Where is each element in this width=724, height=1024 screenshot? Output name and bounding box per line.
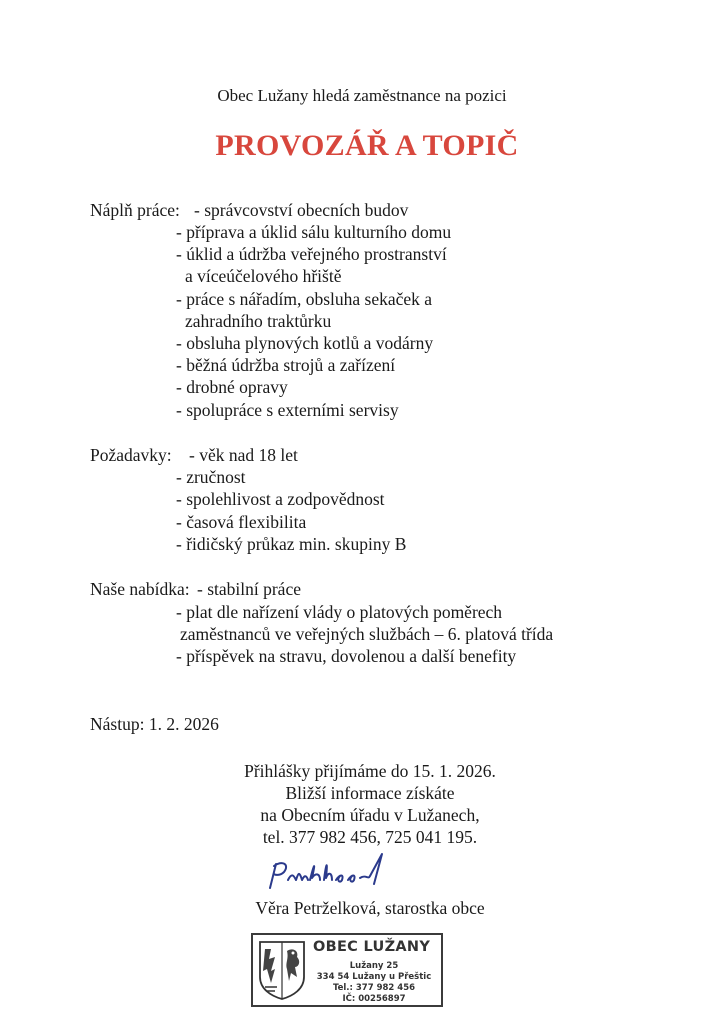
- list-item: - drobné opravy: [176, 377, 288, 397]
- pozadavky-label: Požadavky:: [90, 445, 172, 465]
- stamp-ic: IČ: 00256897: [342, 994, 406, 1004]
- list-item: - úklid a údržba veřejného prostranství: [176, 244, 447, 264]
- list-item: - příprava a úklid sálu kulturního domu: [176, 222, 452, 242]
- intro-text: Obec Lužany hledá zaměstnance na pozici: [217, 86, 507, 105]
- contact-line: tel. 377 982 456, 725 041 195.: [262, 827, 478, 847]
- list-item: a víceúčelového hřiště: [185, 266, 342, 286]
- list-item: - věk nad 18 let: [189, 445, 298, 465]
- list-item: - spolupráce s externími servisy: [176, 400, 399, 420]
- signatory: Věra Petrželková, starostka obce: [255, 898, 485, 918]
- napln-label: Náplň práce:: [90, 200, 180, 220]
- contact-line: Bližší informace získáte: [285, 783, 455, 803]
- contact-line: na Obecním úřadu v Lužanech,: [260, 805, 480, 825]
- list-item: - práce s nářadím, obsluha sekaček a: [176, 289, 433, 309]
- signature: [262, 850, 412, 898]
- start-date: Nástup: 1. 2. 2026: [90, 714, 219, 734]
- job-title: PROVOZÁŘ A TOPIČ: [215, 129, 519, 162]
- coat-of-arms-icon: [257, 939, 307, 1001]
- nabidka-label: Naše nabídka:: [90, 579, 190, 599]
- contact-line: Přihlášky přijímáme do 15. 1. 2026.: [244, 761, 496, 781]
- list-item: - běžná údržba strojů a zařízení: [176, 355, 396, 375]
- list-item: zaměstnanců ve veřejných službách – 6. platová třída: [180, 624, 554, 644]
- stamp-tel: Tel.: 377 982 456: [332, 983, 416, 993]
- official-stamp: [251, 933, 443, 1007]
- stamp-address: 334 54 Lužany u Přeštic: [316, 972, 432, 982]
- list-item: - příspěvek na stravu, dovolenou a další benefity: [176, 646, 517, 666]
- list-item: - správcovství obecních budov: [194, 200, 409, 220]
- list-item: zahradního traktůrku: [185, 311, 332, 331]
- stamp-name: OBEC LUŽANY: [313, 939, 431, 955]
- list-item: - stabilní práce: [197, 579, 301, 599]
- list-item: - plat dle nařízení vlády o platových poměrech: [176, 602, 503, 622]
- stamp-address: Lužany 25: [349, 961, 399, 971]
- list-item: - spolehlivost a zodpovědnost: [176, 489, 385, 509]
- list-item: - zručnost: [176, 467, 246, 487]
- list-item: - řidičský průkaz min. skupiny B: [176, 534, 407, 554]
- list-item: - obsluha plynových kotlů a vodárny: [176, 333, 434, 353]
- list-item: - časová flexibilita: [176, 512, 307, 532]
